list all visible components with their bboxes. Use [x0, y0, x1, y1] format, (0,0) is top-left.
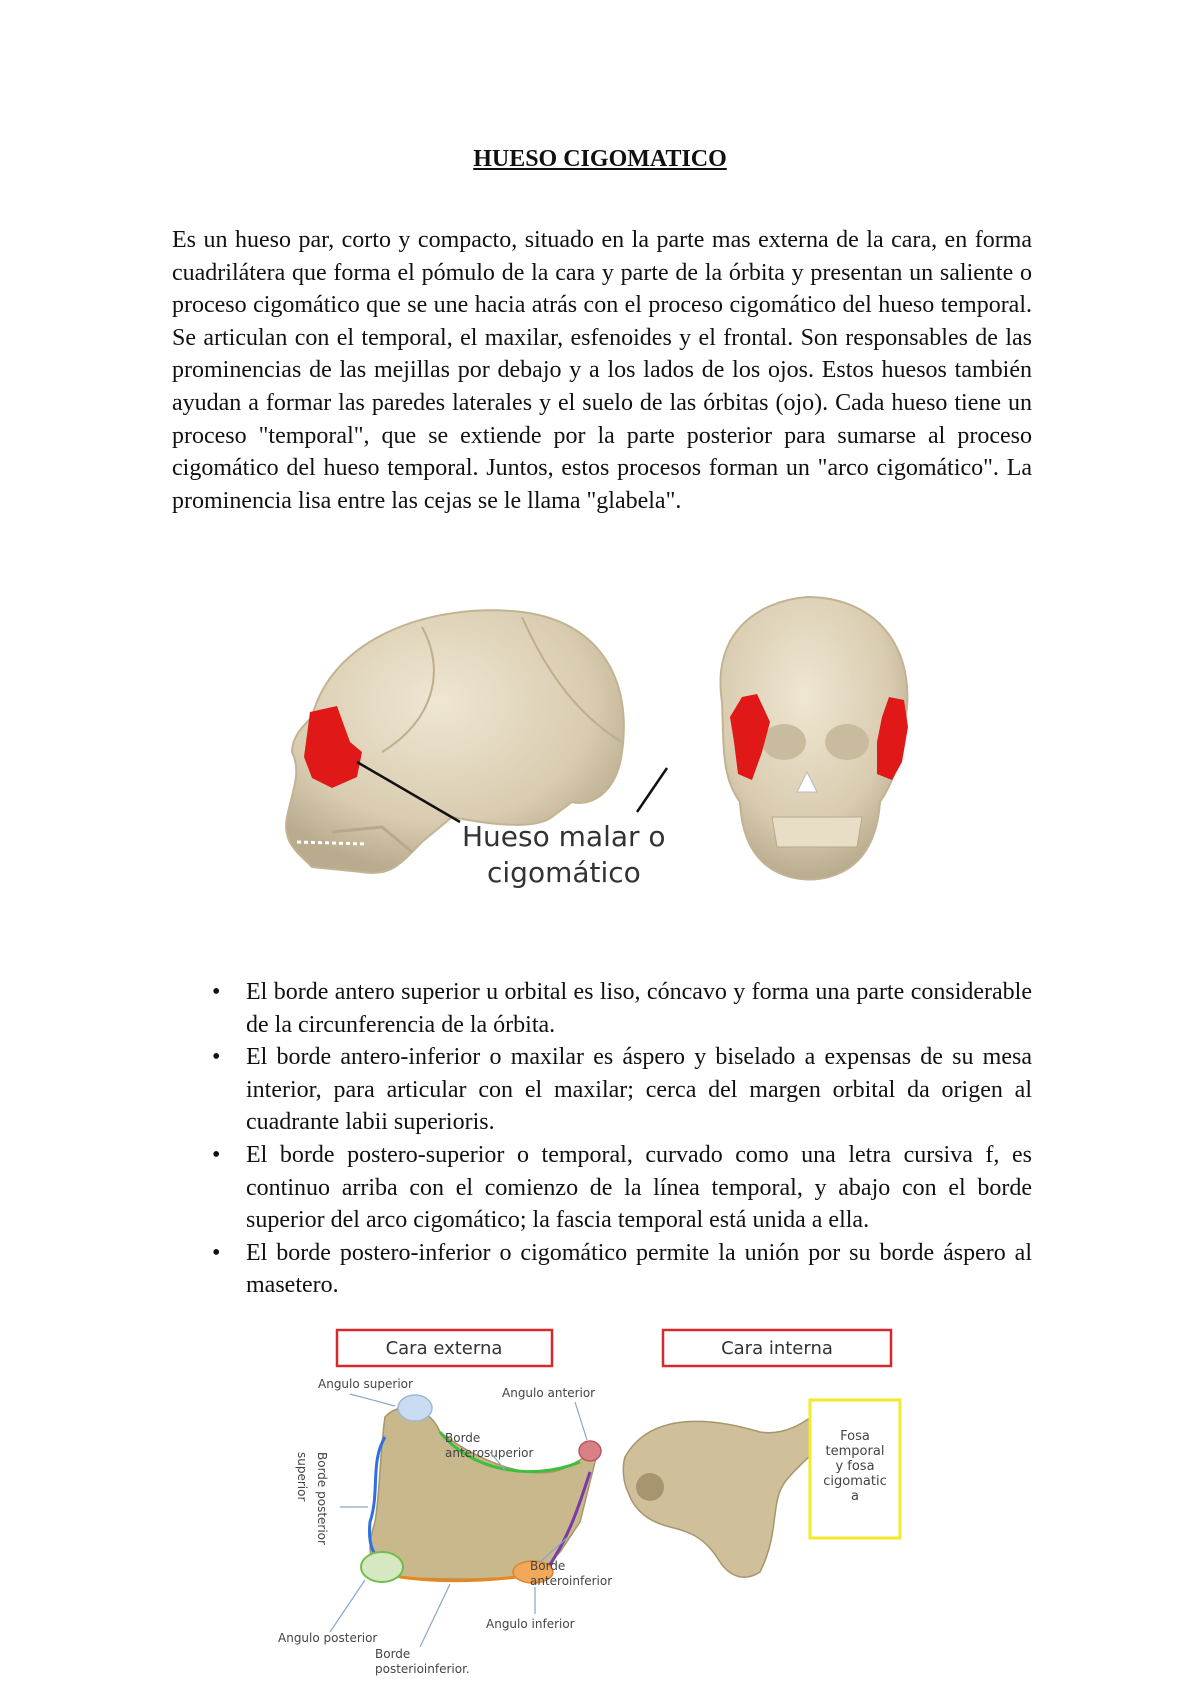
label-cara-interna: Cara interna	[721, 1338, 833, 1359]
label-borde-posterior-2: superior	[295, 1452, 309, 1502]
fosa-line: temporal	[825, 1444, 885, 1459]
angulo-superior-marker	[398, 1395, 432, 1421]
label-borde-posteroinferior-2: posterioinferior.	[375, 1662, 470, 1676]
border-bullet-list	[200, 976, 1032, 1316]
label-borde-posterior-1: Borde posterior	[315, 1452, 329, 1545]
fosa-line: cigomatic	[823, 1474, 887, 1489]
label-borde-anteroinferior-1: Borde	[530, 1559, 566, 1573]
bullet-item: • El borde postero-inferior o cigomático permite la unión por su borde áspero al masetero.	[200, 1237, 1032, 1302]
label-angulo-inferior: Angulo inferior	[486, 1617, 575, 1631]
label-borde-posteroinferior-1: Borde	[375, 1647, 411, 1661]
label-cara-externa: Cara externa	[385, 1338, 503, 1359]
fosa-line: a	[851, 1489, 859, 1504]
external-face-bone	[370, 1408, 598, 1579]
fosa-line: y fosa	[835, 1459, 875, 1474]
label-angulo-posterior: Angulo posterior	[278, 1631, 378, 1645]
bullet-item: • El borde postero-superior o temporal, curvado como una letra cursiva f, es continuo arriba con el comienzo de la línea temporal, y abajo con el borde superior del arco cigomático; la fascia temporal está unida a ella.	[200, 1139, 1032, 1237]
internal-foramen	[636, 1473, 664, 1501]
label-angulo-anterior: Angulo anterior	[502, 1386, 596, 1400]
label-borde-anterosuperior-2: anterosuperior	[445, 1446, 534, 1460]
angulo-posterior-marker	[361, 1552, 403, 1582]
angulo-anterior-marker	[579, 1441, 601, 1461]
skull-label-line2: cigomático	[487, 856, 641, 889]
fosa-line: Fosa	[840, 1429, 870, 1444]
document-title: HUESO CIGOMATICO	[473, 146, 727, 172]
bullet-item: • El borde antero-inferior o maxilar es áspero y biselado a expensas de su mesa interior, para articular con el maxilar; cerca del margen orbital da origen al cuadrante labii superioris.	[200, 1041, 1032, 1139]
pointer-line-frontal	[637, 768, 667, 812]
label-borde-anteroinferior-2: anteroinferior	[530, 1574, 613, 1588]
label-borde-anterosuperior-1: Borde	[445, 1431, 481, 1445]
skull-label-line1: Hueso malar o	[462, 820, 666, 853]
bullet-item: • El borde antero superior u orbital es liso, cóncavo y forma una parte considerable de la circunferencia de la órbita.	[200, 976, 1032, 1041]
frontal-skull	[720, 597, 908, 880]
zygomatic-bone-figure	[278, 1322, 970, 1692]
label-angulo-superior: Angulo superior	[318, 1377, 413, 1391]
skull-figure	[272, 602, 952, 962]
intro-paragraph: Es un hueso par, corto y compacto, situado en la parte mas externa de la cara, en forma cuadrilátera que forma el pómulo de la cara y parte de la órbita y presentan un saliente o proceso cigomático que se une hacia atrás con el proceso cigomático del hueso temporal. Se articulan con el temporal, el maxilar, esfenoides y el frontal. Son responsables de las prominencias de las mejillas por debajo y a los lados de los ojos. Estos huesos también ayudan a formar las paredes laterales y el suelo de las órbitas (ojo). Cada hueso tiene un proceso "temporal", que se extiende por la parte posterior para sumarse al proceso cigomático del hueso temporal. Juntos, estos procesos forman un "arco cigomático". La prominencia lisa entre las cejas se le llama "glabela".	[172, 227, 1032, 514]
